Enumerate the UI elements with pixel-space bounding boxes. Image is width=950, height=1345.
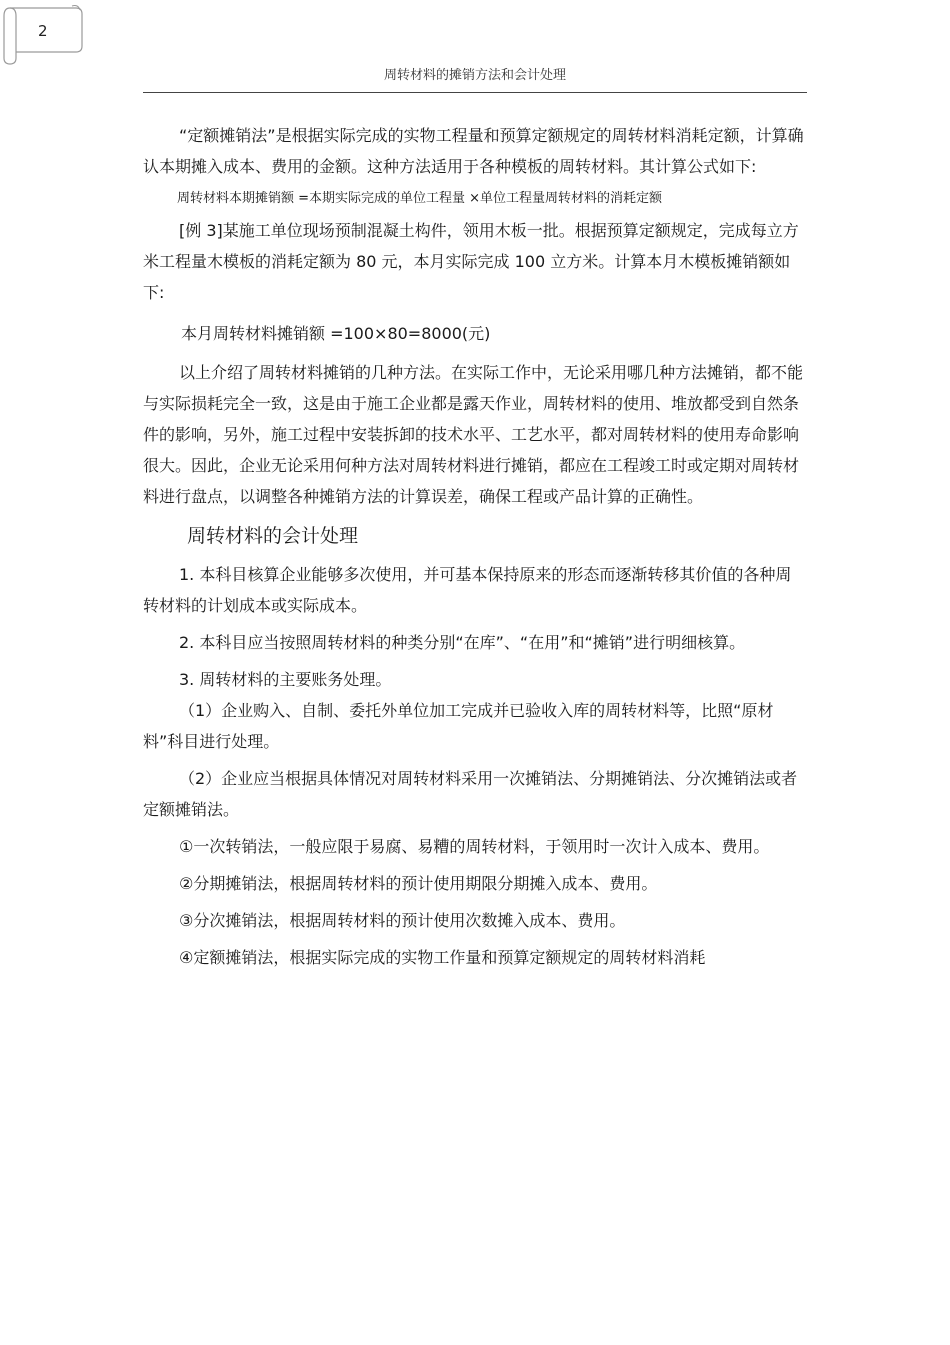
method-one-time: ①一次转销法，一般应限于易腐、易糟的周转材料，于领用时一次计入成本、费用。 xyxy=(179,837,770,856)
method-periodic: ②分期摊销法，根据周转材料的预计使用期限分期摊入成本、费用。 xyxy=(179,874,658,893)
formula-line: 周转材料本期摊销额 =本期实际完成的单位工程量 ×单位工程量周转材料的消耗定额 xyxy=(177,191,663,206)
paragraph-summary: 以上介绍了周转材料摊销的几种方法。在实际工作中，无论采用哪几种方法摊销，都不能与实际损耗完全一致，这是由于施工企业都是露天作业，周转材料的使用、堆放都受到自然条件的影响，另外，施工过程中安装拆卸的技术水平、工艺水平，都对周转材料的使用寿命影响很大。因此，企业无论采用何种方法对周转材料进行摊销，都应在工程竣工时或定期对周转材料进行盘点，以调整各种摊销方法的计算误差，确保工程或产品计算的正确性。 xyxy=(143,363,804,506)
list-item-1: 1. 本科目核算企业能够多次使用，并可基本保持原来的形态而逐渐转移其价值的各种周转材料的计划成本或实际成本。 xyxy=(143,565,792,615)
section-title: 周转材料的会计处理 xyxy=(187,525,359,547)
page-number: 2 xyxy=(38,22,48,40)
paragraph-example-3: [例 3]某施工单位现场预制混凝土构件，领用木板一批。根据预算定额规定，完成每立方米工程量木模板的消耗定额为 80 元，本月实际完成 100 立方米。计算本月木模板摊销额如下: xyxy=(143,221,799,302)
method-per-use: ③分次摊销法，根据周转材料的预计使用次数摊入成本、费用。 xyxy=(179,911,626,930)
method-quota: ④定额摊销法，根据实际完成的实物工作量和预算定额规定的周转材料消耗 xyxy=(179,948,706,967)
list-item-3: 3. 周转材料的主要账务处理。 xyxy=(179,670,392,689)
list-item-2: 2. 本科目应当按照周转材料的种类分别“在库”、“在用”和“摊销”进行明细核算。 xyxy=(179,633,746,652)
page-number-tab xyxy=(2,2,82,64)
paragraph-quota-method: “定额摊销法”是根据实际完成的实物工程量和预算定额规定的周转材料消耗定额，计算确认本期摊入成本、费用的金额。这种方法适用于各种模板的周转材料。其计算公式如下: xyxy=(143,126,804,176)
sub-item-1: （1）企业购入、自制、委托外单位加工完成并已验收入库的周转材料等，比照“原材料”科目进行处理。 xyxy=(143,701,774,751)
sub-item-2: （2）企业应当根据具体情况对周转材料采用一次摊销法、分期摊销法、分次摊销法或者定额摊销法。 xyxy=(143,769,798,819)
calculation-line: 本月周转材料摊销额 =100×80=8000(元) xyxy=(181,324,491,343)
page-header: 周转材料的摊销方法和会计处理 xyxy=(143,64,807,93)
document-body xyxy=(143,120,807,973)
